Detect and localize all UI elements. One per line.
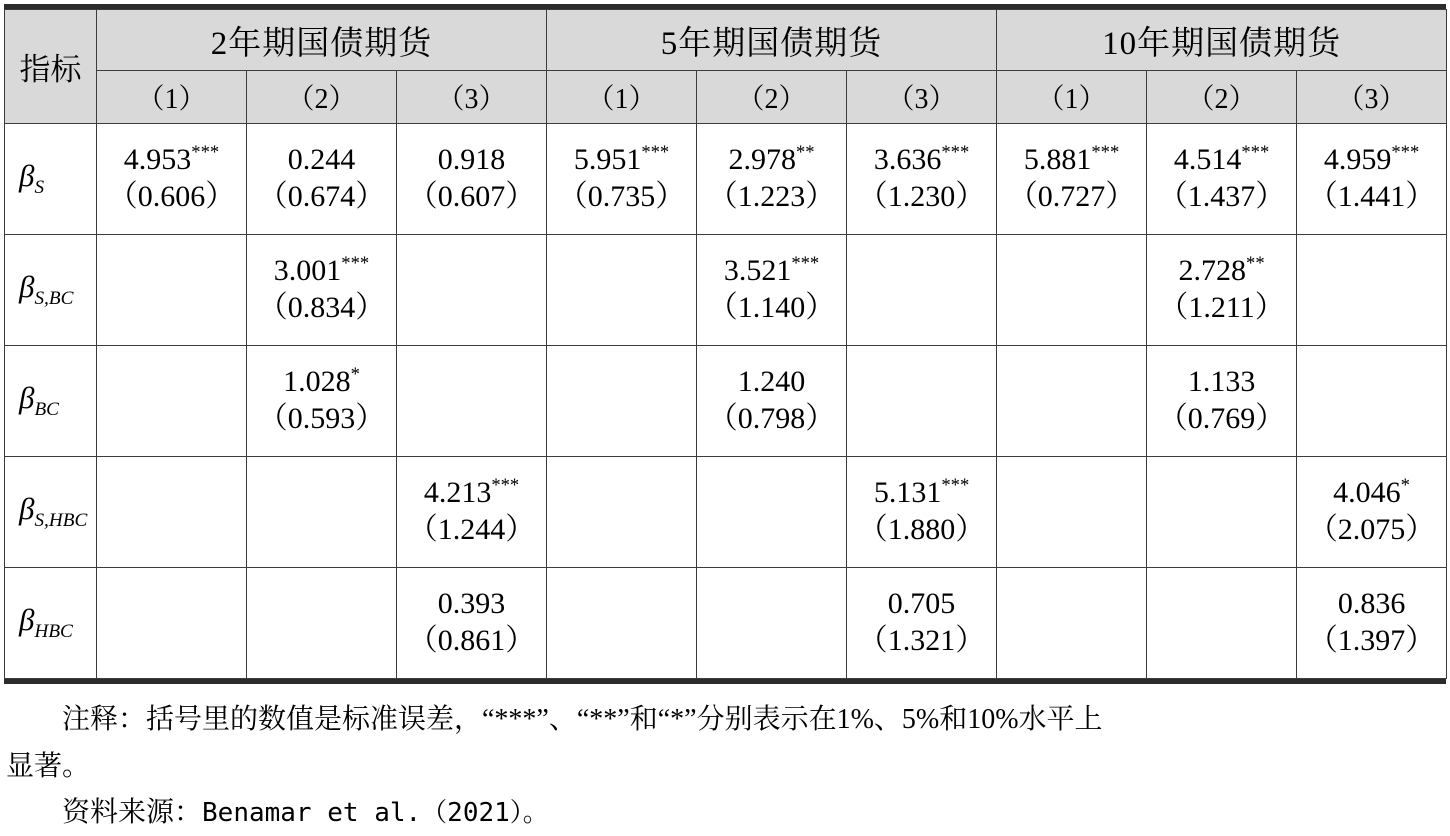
standard-error: （0.674） bbox=[257, 180, 386, 213]
subcolumn-2y-2: （2） bbox=[247, 71, 397, 124]
subcolumn-10y-1: （1） bbox=[997, 71, 1147, 124]
note-line-2: 显著。 bbox=[6, 750, 91, 782]
significance-stars: *** bbox=[941, 475, 970, 497]
coefficient-value bbox=[397, 142, 546, 179]
row-label-subscript: HBC bbox=[34, 621, 73, 643]
standard-error: （1.140） bbox=[707, 291, 836, 324]
table-cell bbox=[397, 568, 547, 679]
table-cell bbox=[397, 124, 547, 235]
row-label bbox=[5, 235, 97, 346]
significance-stars: *** bbox=[191, 142, 220, 164]
row-label-symbol bbox=[19, 158, 45, 199]
header-row-groups bbox=[5, 10, 1447, 71]
table-cell bbox=[697, 568, 847, 679]
subcolumn-5y-1: （1） bbox=[547, 71, 697, 124]
row-label-base: β bbox=[19, 158, 35, 194]
table-cell bbox=[1147, 235, 1297, 346]
table-cell bbox=[697, 457, 847, 568]
standard-error: （2.075） bbox=[1307, 513, 1436, 546]
coefficient-value bbox=[697, 364, 846, 401]
standard-error: （0.727） bbox=[1007, 180, 1136, 213]
table-notes bbox=[6, 700, 1444, 834]
table-cell bbox=[397, 457, 547, 568]
significance-stars: *** bbox=[1391, 142, 1420, 164]
coefficient-number: 4.046 bbox=[1333, 476, 1401, 510]
coefficient-value bbox=[847, 586, 996, 623]
coefficient-value bbox=[547, 142, 696, 179]
table-cell bbox=[547, 235, 697, 346]
coefficient-number: 0.244 bbox=[287, 143, 356, 177]
coefficient-number: 5.131 bbox=[873, 476, 942, 510]
table-cell bbox=[997, 235, 1147, 346]
coefficient-number: 1.240 bbox=[737, 365, 806, 399]
table-cell bbox=[997, 568, 1147, 679]
coefficient-number: 3.521 bbox=[723, 254, 792, 288]
subcolumn-10y-2: （2） bbox=[1147, 71, 1297, 124]
table-cell bbox=[397, 346, 547, 457]
coefficient-number: 3.636 bbox=[873, 143, 942, 177]
coefficient-value bbox=[97, 142, 246, 179]
row-label-subscript: BC bbox=[34, 399, 59, 421]
significance-stars: *** bbox=[1241, 142, 1270, 164]
standard-error: （0.593） bbox=[257, 402, 386, 435]
row-label-subscript: S,HBC bbox=[34, 510, 88, 532]
subcolumn-2y-3: （3） bbox=[397, 71, 547, 124]
table-cell bbox=[97, 568, 247, 679]
table-body bbox=[5, 124, 1447, 679]
group-header-5y: 5年期国债期货 bbox=[547, 10, 997, 71]
table-cell bbox=[997, 124, 1147, 235]
standard-error: （0.607） bbox=[407, 180, 536, 213]
subcolumn-2y-1: （1） bbox=[97, 71, 247, 124]
coefficient-value bbox=[1147, 142, 1296, 179]
table-cell bbox=[1297, 346, 1447, 457]
group-header-10y: 10年期国债期货 bbox=[997, 10, 1447, 71]
table-cell bbox=[997, 346, 1147, 457]
table-row bbox=[5, 235, 1447, 346]
standard-error: （1.437） bbox=[1157, 180, 1286, 213]
coefficient-number: 4.213 bbox=[423, 476, 492, 510]
table-cell bbox=[247, 568, 397, 679]
source-text: Benamar et al.（2021）。 bbox=[202, 798, 549, 829]
coefficient-number: 0.705 bbox=[887, 587, 956, 621]
row-label-base: β bbox=[19, 269, 35, 305]
significance-stars: *** bbox=[641, 142, 670, 164]
coefficient-value bbox=[397, 586, 546, 623]
coefficient-value bbox=[1297, 142, 1446, 179]
coefficient-number: 1.133 bbox=[1187, 365, 1256, 399]
standard-error: （0.834） bbox=[257, 291, 386, 324]
table-row bbox=[5, 568, 1447, 679]
standard-error: （1.211） bbox=[1158, 291, 1285, 324]
standard-error: （0.735） bbox=[557, 180, 686, 213]
row-label-subscript: S,BC bbox=[34, 288, 74, 310]
coefficient-value bbox=[847, 475, 996, 512]
subcolumn-5y-3: （3） bbox=[847, 71, 997, 124]
significance-stars: *** bbox=[941, 142, 970, 164]
table-cell bbox=[847, 568, 997, 679]
table-cell bbox=[847, 235, 997, 346]
table-cell bbox=[1297, 235, 1447, 346]
coefficient-value bbox=[1297, 586, 1446, 623]
coefficient-value bbox=[1147, 253, 1296, 290]
table-cell bbox=[547, 457, 697, 568]
row-label bbox=[5, 457, 97, 568]
coefficient-number: 4.514 bbox=[1173, 143, 1242, 177]
table-cell bbox=[247, 235, 397, 346]
index-header: 指标 bbox=[5, 10, 97, 124]
table-cell bbox=[97, 346, 247, 457]
table-cell bbox=[697, 346, 847, 457]
table-cell bbox=[97, 124, 247, 235]
table-cell bbox=[1297, 568, 1447, 679]
significance-stars: ** bbox=[795, 142, 815, 164]
table-cell bbox=[1147, 457, 1297, 568]
significance-stars: *** bbox=[341, 253, 370, 275]
table-cell bbox=[97, 235, 247, 346]
coefficient-number: 2.978 bbox=[728, 143, 796, 177]
table-cell bbox=[547, 568, 697, 679]
row-label-symbol bbox=[19, 602, 73, 643]
standard-error: （1.880） bbox=[857, 513, 986, 546]
table-page bbox=[0, 4, 1450, 836]
coefficient-number: 0.393 bbox=[437, 587, 506, 621]
significance-stars: * bbox=[1400, 475, 1410, 497]
significance-stars: *** bbox=[791, 253, 820, 275]
row-label-subscript: S bbox=[34, 177, 45, 199]
coefficient-number: 3.001 bbox=[273, 254, 342, 288]
standard-error: （1.321） bbox=[857, 624, 986, 657]
coefficient-value bbox=[847, 142, 996, 179]
source-line bbox=[6, 793, 1444, 834]
coefficient-value bbox=[1297, 475, 1446, 512]
table-row bbox=[5, 457, 1447, 568]
standard-error: （1.441） bbox=[1307, 180, 1436, 213]
table-cell bbox=[97, 457, 247, 568]
table-cell bbox=[1297, 124, 1447, 235]
table-cell bbox=[997, 457, 1147, 568]
row-label bbox=[5, 346, 97, 457]
coefficient-value bbox=[247, 364, 396, 401]
table-row bbox=[5, 346, 1447, 457]
row-label bbox=[5, 124, 97, 235]
coefficient-value bbox=[697, 142, 846, 179]
header-row-subcolumns bbox=[5, 71, 1447, 124]
subcolumn-10y-3: （3） bbox=[1297, 71, 1447, 124]
significance-stars: *** bbox=[491, 475, 520, 497]
table-cell bbox=[547, 346, 697, 457]
coefficient-number: 5.881 bbox=[1023, 143, 1092, 177]
standard-error: （1.223） bbox=[707, 180, 836, 213]
note-line-1: 注释：括号里的数值是标准误差，“***”、“**”和“*”分别表示在1%、5%和10%水平上 bbox=[62, 704, 1103, 735]
coefficient-number: 2.728 bbox=[1178, 254, 1247, 288]
coefficient-number: 4.953 bbox=[123, 143, 192, 177]
significance-stars: ** bbox=[1246, 253, 1265, 275]
standard-error: （1.397） bbox=[1307, 624, 1436, 657]
standard-error: （1.230） bbox=[857, 180, 986, 213]
table-cell bbox=[847, 457, 997, 568]
table-cell bbox=[1297, 457, 1447, 568]
standard-error: （0.606） bbox=[107, 180, 236, 213]
row-label-symbol bbox=[19, 491, 88, 532]
table-cell bbox=[1147, 568, 1297, 679]
coefficient-number: 0.918 bbox=[437, 143, 506, 177]
table-cell bbox=[397, 235, 547, 346]
table-header bbox=[5, 10, 1447, 124]
table-cell bbox=[247, 346, 397, 457]
standard-error: （0.769） bbox=[1157, 402, 1286, 435]
row-label-base: β bbox=[19, 380, 35, 416]
coefficient-number: 0.836 bbox=[1337, 587, 1406, 621]
standard-error: （0.861） bbox=[407, 624, 536, 657]
coefficient-value bbox=[997, 142, 1146, 179]
table-bottom-rule bbox=[4, 679, 1446, 684]
coefficient-value bbox=[247, 142, 396, 179]
coefficient-number: 4.959 bbox=[1323, 143, 1392, 177]
table-row bbox=[5, 124, 1447, 235]
coefficient-number: 1.028 bbox=[283, 365, 351, 399]
row-label-base: β bbox=[19, 491, 35, 527]
row-label-symbol bbox=[19, 269, 74, 310]
table-cell bbox=[697, 124, 847, 235]
table-cell bbox=[247, 457, 397, 568]
table-cell bbox=[847, 346, 997, 457]
group-header-2y: 2年期国债期货 bbox=[97, 10, 547, 71]
significance-stars: * bbox=[350, 364, 360, 386]
table-cell bbox=[1147, 124, 1297, 235]
coefficient-number: 5.951 bbox=[573, 143, 642, 177]
table-cell bbox=[247, 124, 397, 235]
coefficient-value bbox=[397, 475, 546, 512]
table-cell bbox=[547, 124, 697, 235]
coefficient-value bbox=[697, 253, 846, 290]
standard-error: （1.244） bbox=[407, 513, 536, 546]
coefficient-value bbox=[1147, 364, 1296, 401]
standard-error: （0.798） bbox=[707, 402, 836, 435]
row-label-base: β bbox=[19, 602, 35, 638]
significance-stars: *** bbox=[1091, 142, 1120, 164]
subcolumn-5y-2: （2） bbox=[697, 71, 847, 124]
row-label bbox=[5, 568, 97, 679]
coefficient-value bbox=[247, 253, 396, 290]
results-table bbox=[4, 9, 1447, 679]
table-cell bbox=[1147, 346, 1297, 457]
table-cell bbox=[847, 124, 997, 235]
source-label: 资料来源： bbox=[62, 797, 203, 829]
row-label-symbol bbox=[19, 380, 59, 421]
table-cell bbox=[697, 235, 847, 346]
